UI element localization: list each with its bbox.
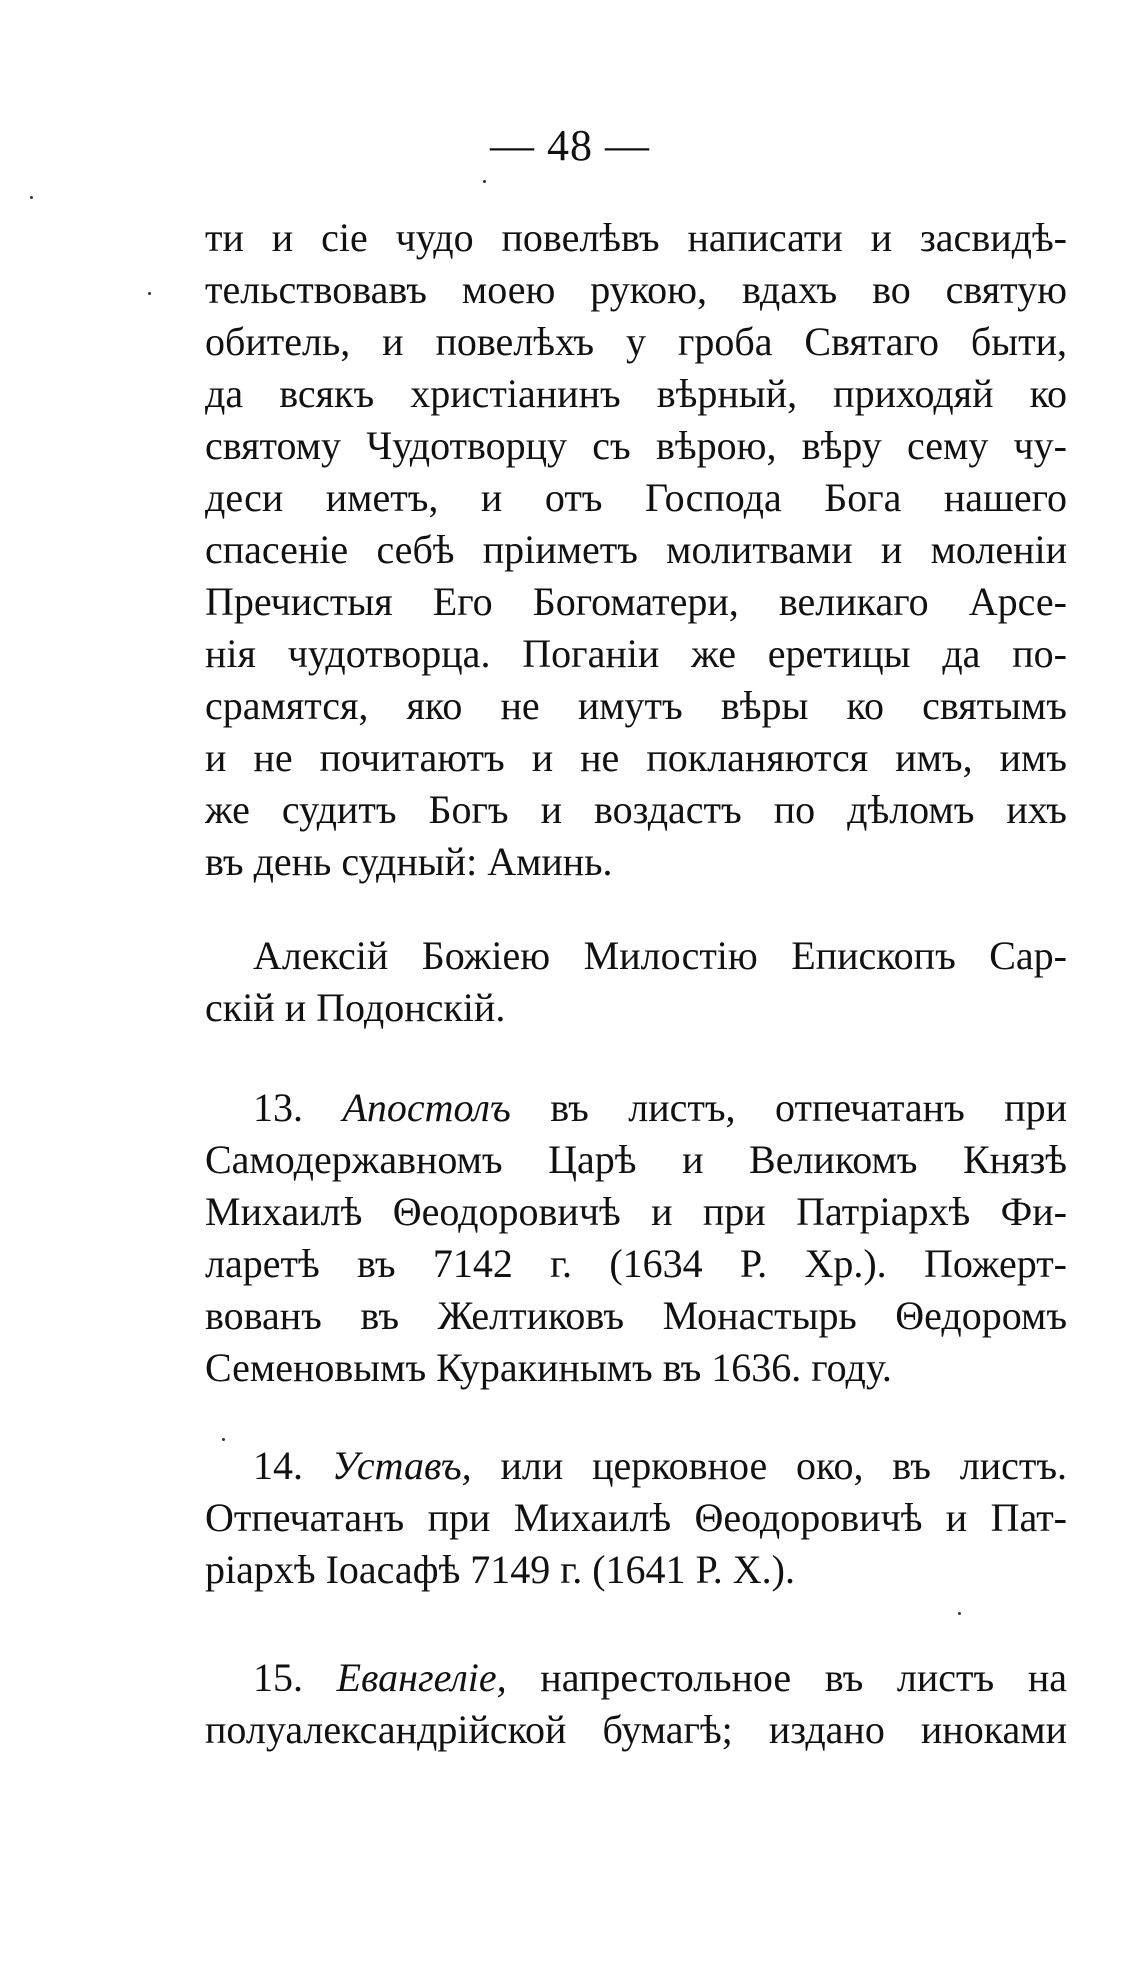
catalog-entry-15 <box>205 1652 1067 1756</box>
text-line <box>205 930 1067 982</box>
text-line: же судитъ Богъ и воздастъ по дѣломъ ихъ <box>205 787 1067 832</box>
text-line: Михаилѣ Θеодоровичѣ и при Патріархѣ Фи- <box>205 1189 1067 1234</box>
text-line: ларетѣ въ 7142 г. (1634 Р. Хр.). Пожерт- <box>205 1241 1067 1286</box>
text-line: въ день судный: Аминь. <box>205 839 613 884</box>
text-line: тельствовавъ моею рукою, вдахъ во святую <box>205 267 1067 312</box>
text-line: срамятся, яко не имутъ вѣры ко святымъ <box>205 683 1067 728</box>
text-line: ти и сіе чудо повелѣвъ написати и засвидѣ- <box>205 215 1067 260</box>
text-line: деси иметъ, и отъ Господа Бога нашего <box>205 475 1067 520</box>
paragraph-signature <box>205 930 1067 1034</box>
text-line: и не почитаютъ и не покланяются имъ, имъ <box>205 735 1067 780</box>
scan-speck <box>30 196 33 199</box>
text-line: Самодержавномъ Царѣ и Великомъ Князѣ <box>205 1137 1067 1182</box>
text-line: ріархѣ Іоасафѣ 7149 г. (1641 Р. Х.). <box>205 1547 795 1592</box>
catalog-entry-13 <box>205 1082 1067 1394</box>
entry-title: Апостолъ <box>342 1085 511 1130</box>
scan-speck <box>222 1438 225 1441</box>
text-line: святому Чудотворцу съ вѣрою, вѣру сему чу- <box>205 423 1067 468</box>
scan-speck <box>483 180 486 183</box>
paragraph-miracle-account <box>205 212 1067 888</box>
text-line: да всякъ христіанинъ вѣрный, приходяй ко <box>205 371 1067 416</box>
scan-speck <box>958 1612 961 1615</box>
entry-title: Уставъ, <box>331 1443 472 1488</box>
entry-number: 15. <box>253 1655 303 1700</box>
entry-text: или церковное око, въ листъ. <box>500 1443 1068 1488</box>
text-line <box>205 1440 1067 1492</box>
text-line: вованъ въ Желтиковъ Монастырь Θедоромъ <box>205 1293 1067 1338</box>
text-line: Отпечатанъ при Михаилѣ Θеодоровичѣ и Пат- <box>205 1495 1067 1540</box>
text-line: Семеновымъ Куракинымъ въ 1636. году. <box>205 1345 892 1390</box>
page-number: — 48 — <box>490 121 650 170</box>
text-line: Пречистыя Его Богоматери, великаго Арсе- <box>205 579 1067 624</box>
signature-line: Алексій Божіею Милостію Епископъ Сар- <box>253 933 1067 978</box>
text-line: обитель, и повелѣхъ у гроба Святаго быти, <box>205 319 1067 364</box>
text-line: скій и Подонскій. <box>205 985 506 1030</box>
entry-text: напрестольное въ листъ на <box>540 1655 1068 1700</box>
catalog-entry-14 <box>205 1440 1067 1596</box>
entry-number: 14. <box>253 1443 303 1488</box>
text-line: нія чудотворца. Поганіи же еретицы да по- <box>205 631 1067 676</box>
text-line: спасеніе себѣ пріиметъ молитвами и моленіи <box>205 527 1067 572</box>
entry-text: въ листъ, отпечатанъ при <box>550 1085 1068 1130</box>
text-line <box>205 1082 1067 1134</box>
entry-number: 13. <box>253 1085 303 1130</box>
entry-title: Евангеліе, <box>336 1655 507 1700</box>
text-line <box>205 1652 1067 1704</box>
scan-speck <box>148 292 151 295</box>
text-line: полуалександрійской бумагѣ; издано иноками <box>205 1707 1067 1752</box>
